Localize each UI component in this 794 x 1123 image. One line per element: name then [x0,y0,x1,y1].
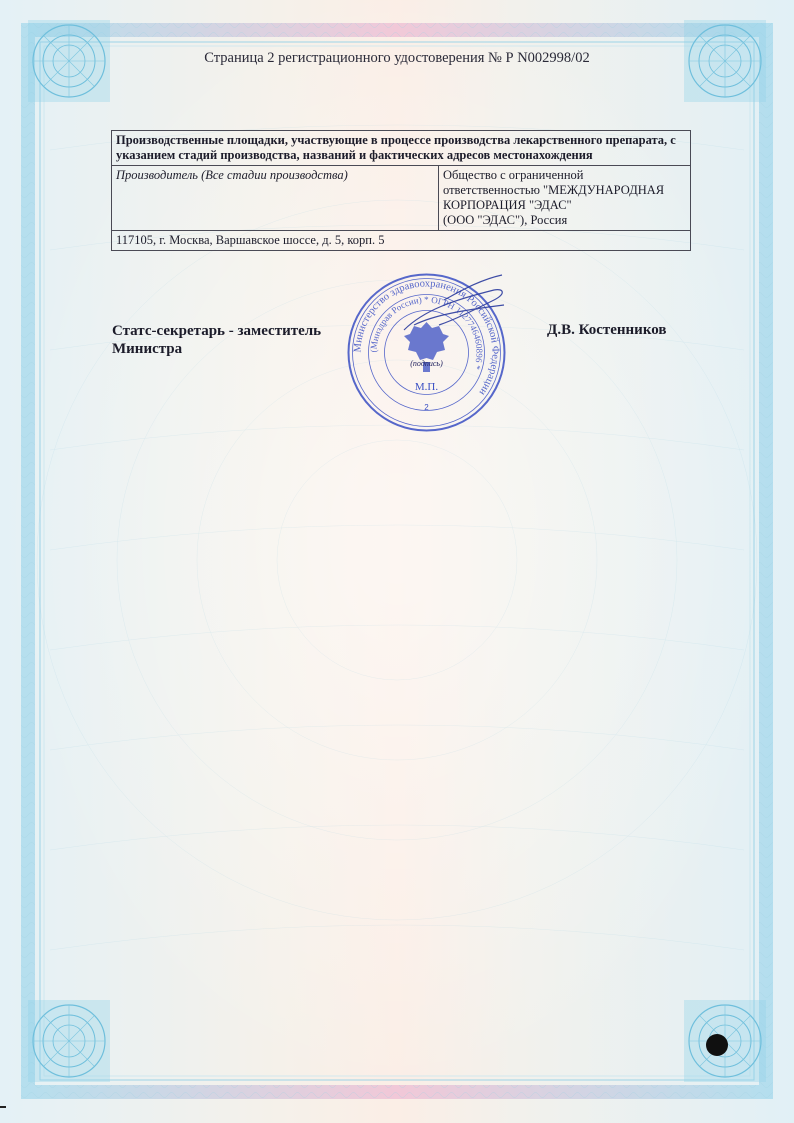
seal-inner-text: (Минздрав России) * ОГРН 1127746460896 * [368,294,485,371]
company-line: КОРПОРАЦИЯ "ЭДАС" [443,198,572,212]
company-line: Общество с ограниченной [443,168,584,182]
site-address: 117105, г. Москва, Варшавское шоссе, д. 5, корп. 5 [112,231,691,251]
company-line: (ООО "ЭДАС"), Россия [443,213,568,227]
position-line: Статс-секретарь - заместитель [112,323,322,339]
position-line: Министра [112,341,183,357]
edge-mark [0,1106,6,1108]
seal-mp-label: М.П. [414,381,439,393]
company-line: ответственностью "МЕЖДУНАРОДНАЯ [443,183,665,197]
seal-signature-label: (подпись) [410,359,443,368]
signatory-name: Д.В. Костенников [547,322,667,338]
hole-punch-mark [706,1034,728,1056]
manufacturer-role: Производитель (Все стадии производства) [112,166,439,231]
corner-rosette-bottom-left [28,1000,110,1082]
manufacturer-company [439,166,691,231]
official-seal [344,270,509,435]
production-sites-table [111,130,691,251]
page-title: Страница 2 регистрационного удостоверения № Р N002998/02 [204,50,590,66]
seal-outer-text: Министерство здравоохранения Российской Федерации [352,278,501,398]
table-heading: Производственные площадки, участвующие в процессе производства лекарственного препарата, с указанием стадий производства, названий и фактических адресов местонахождения [112,131,691,166]
table-row [112,166,691,231]
signatory-position [112,322,321,358]
seal-number: 2 [424,403,429,412]
